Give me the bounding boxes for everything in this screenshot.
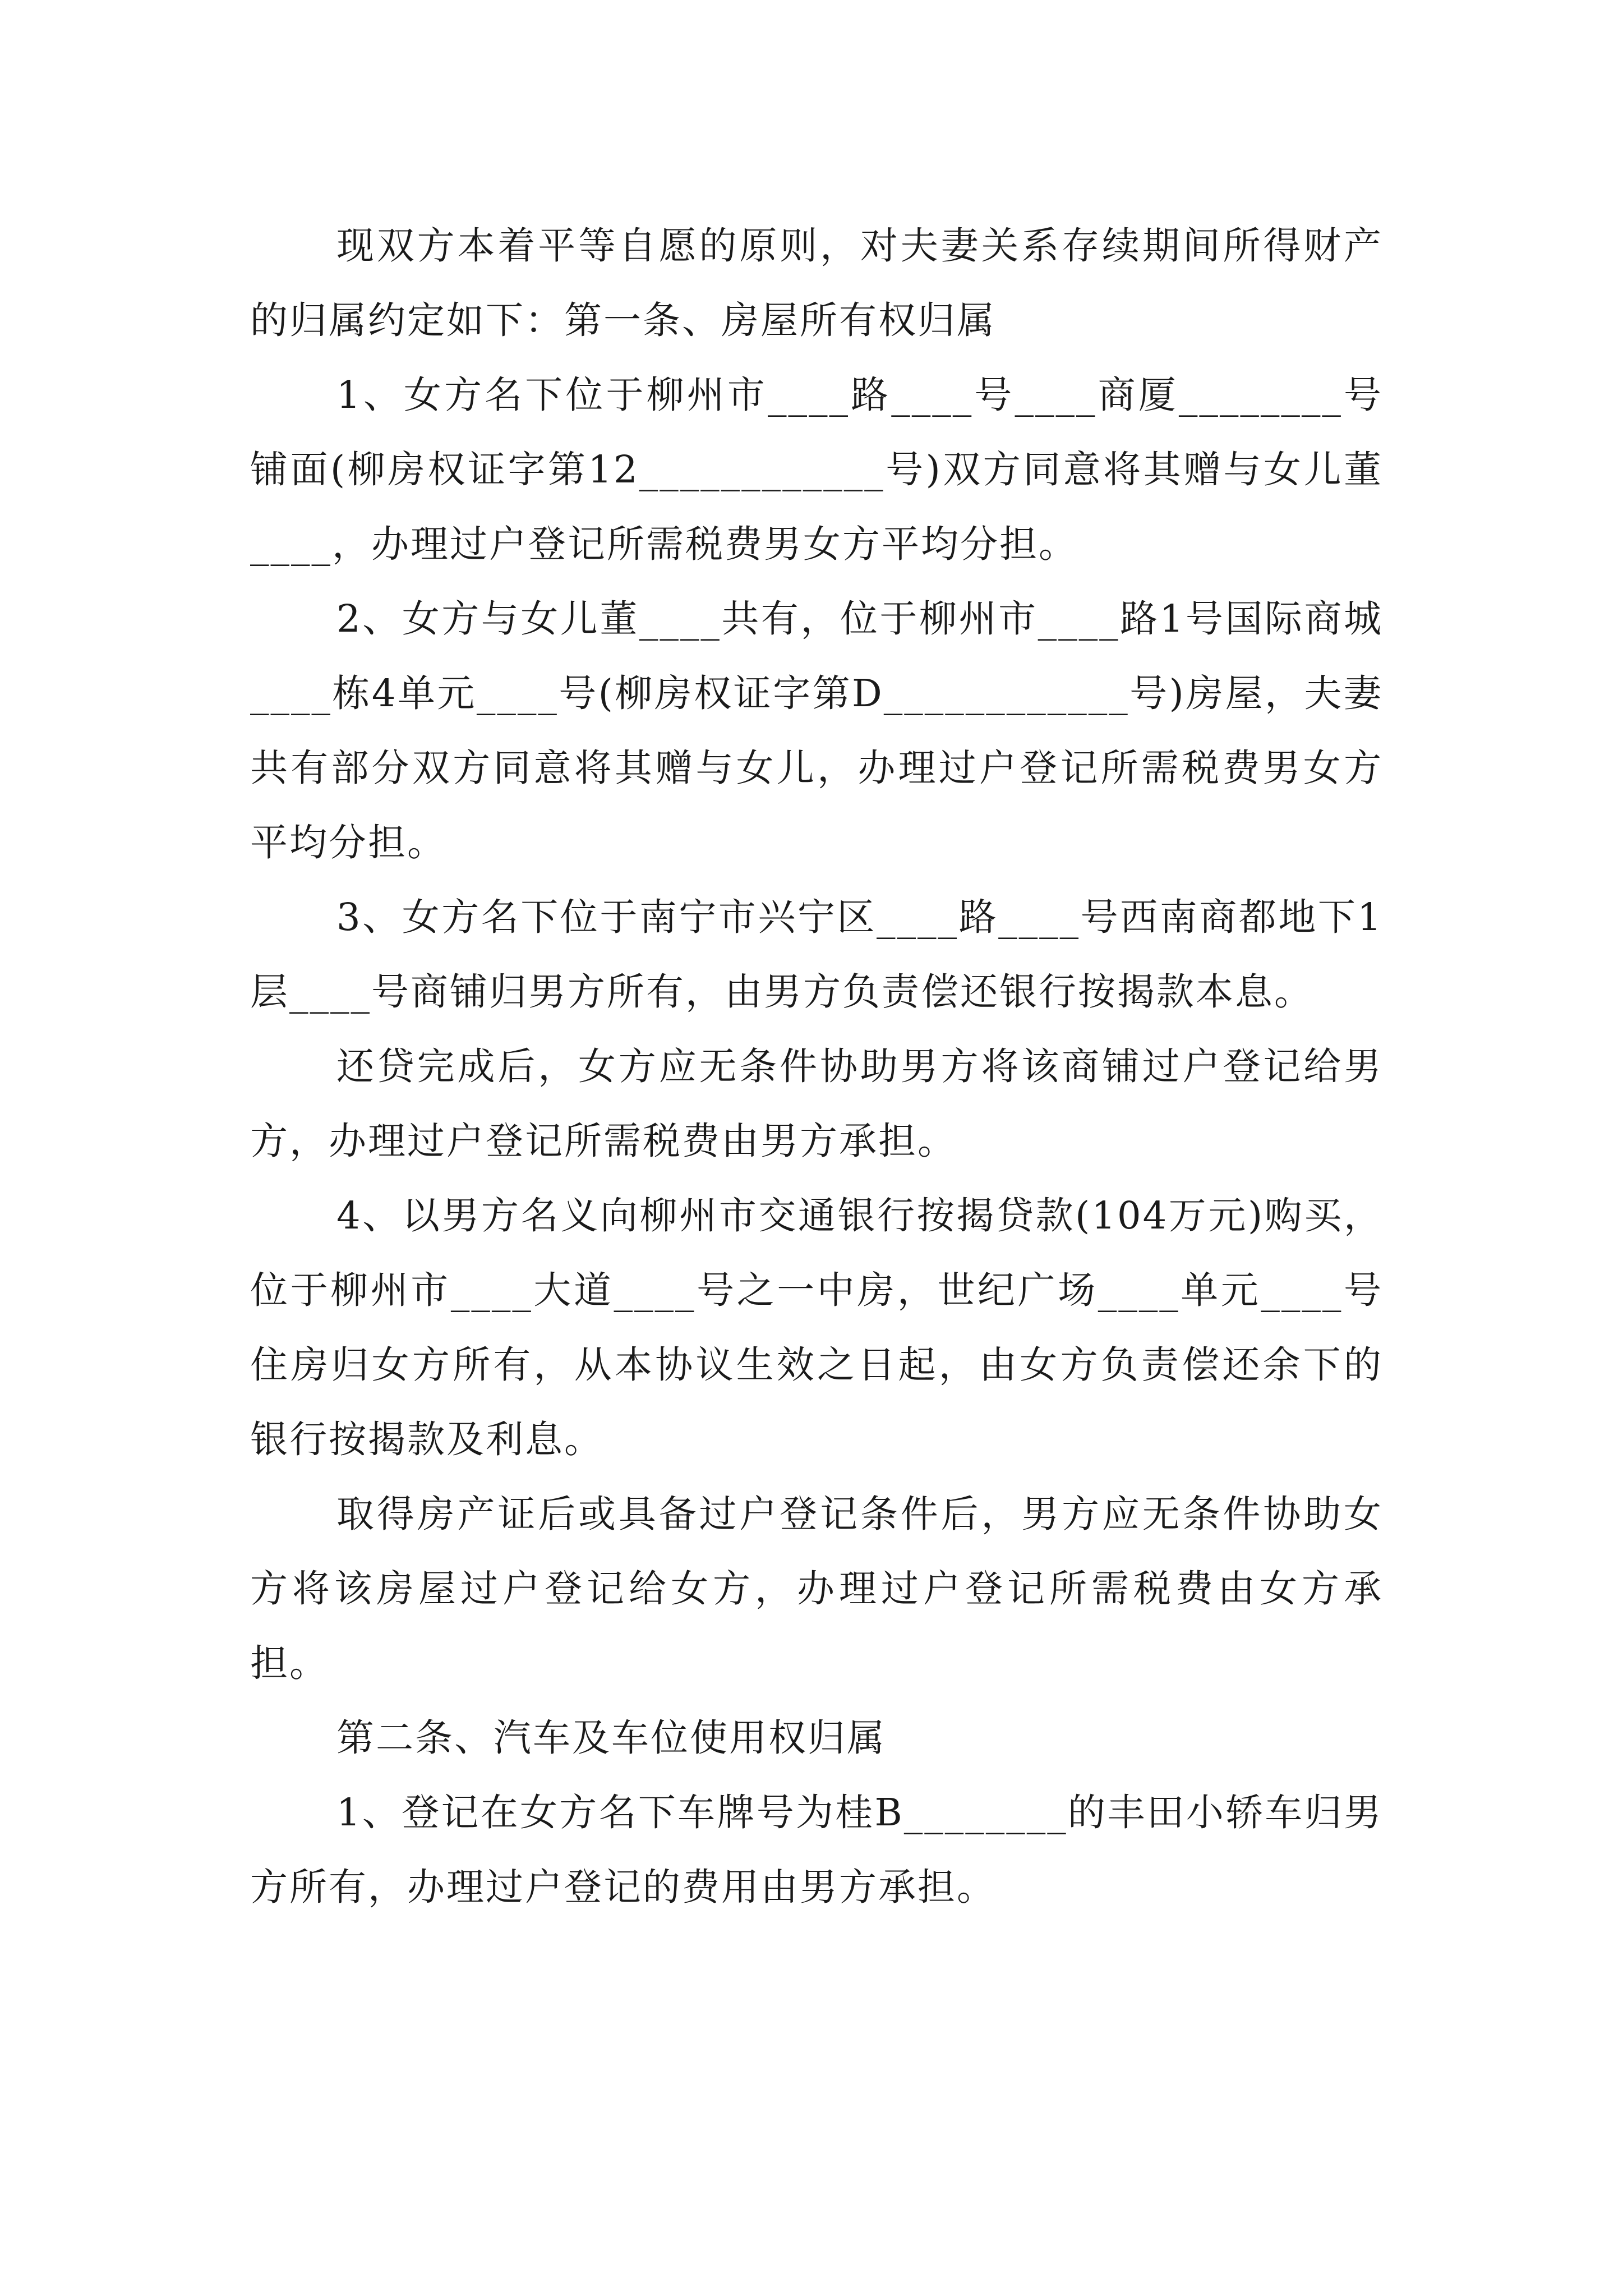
paragraph-article-2-heading: 第二条、汽车及车位使用权归属 bbox=[336, 1716, 886, 1760]
paragraph-clause-2-1: 1、登记在女方名下车牌号为桂B________的丰田小轿车归男方所有，办理过户登记的费用由男方承担。 bbox=[250, 1791, 1383, 1909]
paragraph-clause-1-3: 3、女方名下位于南宁市兴宁区____路____号西南商都地下1层____号商铺归男方所有，由男方负责偿还银行按揭款本息。 bbox=[250, 895, 1383, 1014]
paragraph-clause-1-4: 4、以男方名义向柳州市交通银行按揭贷款(104万元)购买，位于柳州市____大道____号之一中房，世纪广场____单元____号住房归女方所有，从本协议生效之日起，由女方负责偿还余下的银行按揭款及利息。 bbox=[250, 1194, 1383, 1461]
paragraph-clause-1-3-note: 还贷完成后，女方应无条件协助男方将该商铺过户登记给男方，办理过户登记所需税费由男方承担。 bbox=[250, 1045, 1383, 1163]
paragraph-clause-1-1: 1、女方名下位于柳州市____路____号____商厦________号铺面(柳房权证字第12____________号)双方同意将其赠与女儿董____，办理过户登记所需税费男女方平均分担。 bbox=[250, 373, 1383, 566]
paragraph-intro: 现双方本着平等自愿的原则，对夫妻关系存续期间所得财产的归属约定如下：第一条、房屋所有权归属 bbox=[250, 224, 1383, 342]
paragraph-clause-1-4-note: 取得房产证后或具备过户登记条件后，男方应无条件协助女方将该房屋过户登记给女方，办理过户登记所需税费由女方承担。 bbox=[250, 1492, 1383, 1685]
paragraph-clause-1-2: 2、女方与女儿董____共有，位于柳州市____路1号国际商城____栋4单元____号(柳房权证字第D____________号)房屋，夫妻共有部分双方同意将其赠与女儿，办理过户登记所需税费男女方平均分担。 bbox=[250, 597, 1383, 864]
document-body bbox=[250, 209, 1383, 1925]
